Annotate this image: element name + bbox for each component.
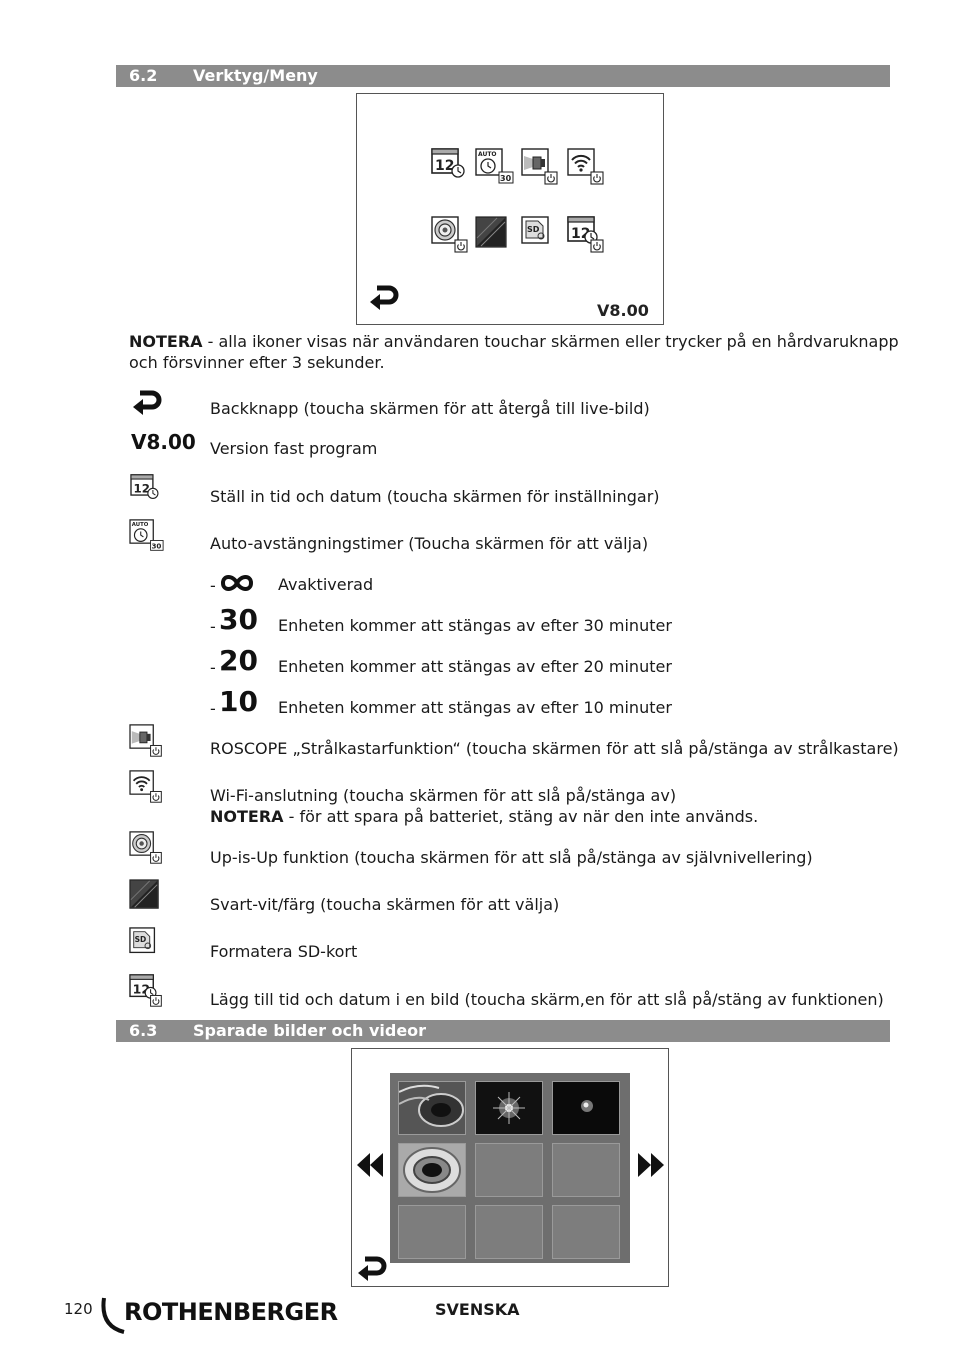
- language-label: SVENSKA: [435, 1300, 520, 1319]
- legend-roscope: ROSCOPE „Strålkastarfunktion“ (toucha skärmen för att slå på/stänga av strålkastare): [210, 739, 899, 758]
- section-title: Sparade bilder och videor: [193, 1021, 427, 1040]
- legend-wifi: Wi-Fi-anslutning (toucha skärmen för att slå på/stänga av): [210, 786, 677, 805]
- option-30: Enheten kommer att stängas av efter 30 minuter: [278, 616, 672, 635]
- thumbnail-pipe-image: [398, 1081, 466, 1135]
- empty-thumbnail: [475, 1143, 543, 1197]
- empty-thumbnail: [475, 1205, 543, 1259]
- spotlight-icon: [129, 724, 165, 758]
- brand-logo-text: ROTHENBERGER: [124, 1298, 338, 1326]
- option-dash: -: [210, 617, 216, 636]
- timer-10-label: 10: [219, 685, 258, 718]
- option-dash: -: [210, 658, 216, 677]
- previous-page-icon: [355, 1151, 385, 1179]
- timer-20-label: 20: [219, 644, 258, 677]
- menu-screen-illustration: [356, 93, 664, 325]
- thumbnail-flash-image: [475, 1081, 543, 1135]
- auto-off-icon: [129, 519, 165, 553]
- gallery-grid: [390, 1073, 630, 1263]
- back-arrow-icon: [365, 282, 401, 314]
- thumbnail-tunnel-image: [398, 1143, 466, 1197]
- auto-off-icon: [475, 148, 515, 186]
- section-number: 6.2: [129, 66, 158, 85]
- next-page-icon: [636, 1151, 666, 1179]
- sd-format-icon: [129, 927, 161, 959]
- infinity-icon: [219, 573, 255, 593]
- legend-time: Ställ in tid och datum (toucha skärmen för inställningar): [210, 487, 660, 506]
- bw-color-icon: [475, 216, 509, 250]
- gallery-screen-illustration: [351, 1048, 669, 1287]
- timer-30-label: 30: [219, 603, 258, 636]
- thumbnail-dark-image: [552, 1081, 620, 1135]
- note-paragraph: NOTERA - alla ikoner visas när användaren touchar skärmen eller trycker på en hårdvaruknapp: [129, 332, 899, 351]
- legend-bw-color: Svart-vit/färg (toucha skärmen för att välja): [210, 895, 560, 914]
- option-20: Enheten kommer att stängas av efter 20 minuter: [278, 657, 672, 676]
- option-dash: -: [210, 576, 216, 595]
- section-title: Verktyg/Meny: [193, 66, 318, 85]
- version-label: V8.00: [597, 301, 649, 320]
- empty-thumbnail: [552, 1143, 620, 1197]
- spotlight-icon: [521, 148, 561, 186]
- legend-wifi-note: NOTERA - för att spara på batteriet, stäng av när den inte används.: [210, 807, 759, 826]
- page-number: 120: [64, 1300, 93, 1318]
- legend-sd-format: Formatera SD-kort: [210, 942, 358, 961]
- legend-back: Backknapp (toucha skärmen för att återgå till live-bild): [210, 399, 650, 418]
- legend-auto-off: Auto-avstängningstimer (Toucha skärmen för att välja): [210, 534, 649, 553]
- up-is-up-icon: [129, 831, 165, 865]
- sd-format-icon: [521, 216, 555, 250]
- option-10: Enheten kommer att stängas av efter 10 minuter: [278, 698, 672, 717]
- empty-thumbnail: [398, 1205, 466, 1259]
- time-date-icon: [431, 148, 471, 186]
- option-dash: -: [210, 699, 216, 718]
- time-date-icon: [129, 474, 165, 506]
- up-is-up-icon: [431, 216, 471, 254]
- section-heading-6-2: [116, 65, 890, 87]
- section-number: 6.3: [129, 1021, 158, 1040]
- back-arrow-icon: [128, 387, 164, 417]
- empty-thumbnail: [552, 1205, 620, 1259]
- legend-timestamp: Lägg till tid och datum i en bild (toucha skärm,en för att slå på/stäng av funktionen): [210, 990, 884, 1009]
- version-icon: V8.00: [131, 430, 196, 454]
- wifi-icon: [567, 148, 607, 186]
- timestamp-icon: [129, 974, 165, 1008]
- section-heading-6-3: [116, 1020, 890, 1042]
- option-disabled: Avaktiverad: [278, 575, 374, 594]
- note-paragraph-line2: och försvinner efter 3 sekunder.: [129, 353, 385, 372]
- legend-version: Version fast program: [210, 439, 378, 458]
- wifi-icon: [129, 770, 165, 804]
- timestamp-icon: [567, 216, 607, 254]
- legend-up-is-up: Up-is-Up funktion (toucha skärmen för att slå på/stänga av självnivellering): [210, 848, 813, 867]
- back-arrow-icon: [354, 1253, 388, 1283]
- bw-color-icon: [129, 879, 161, 911]
